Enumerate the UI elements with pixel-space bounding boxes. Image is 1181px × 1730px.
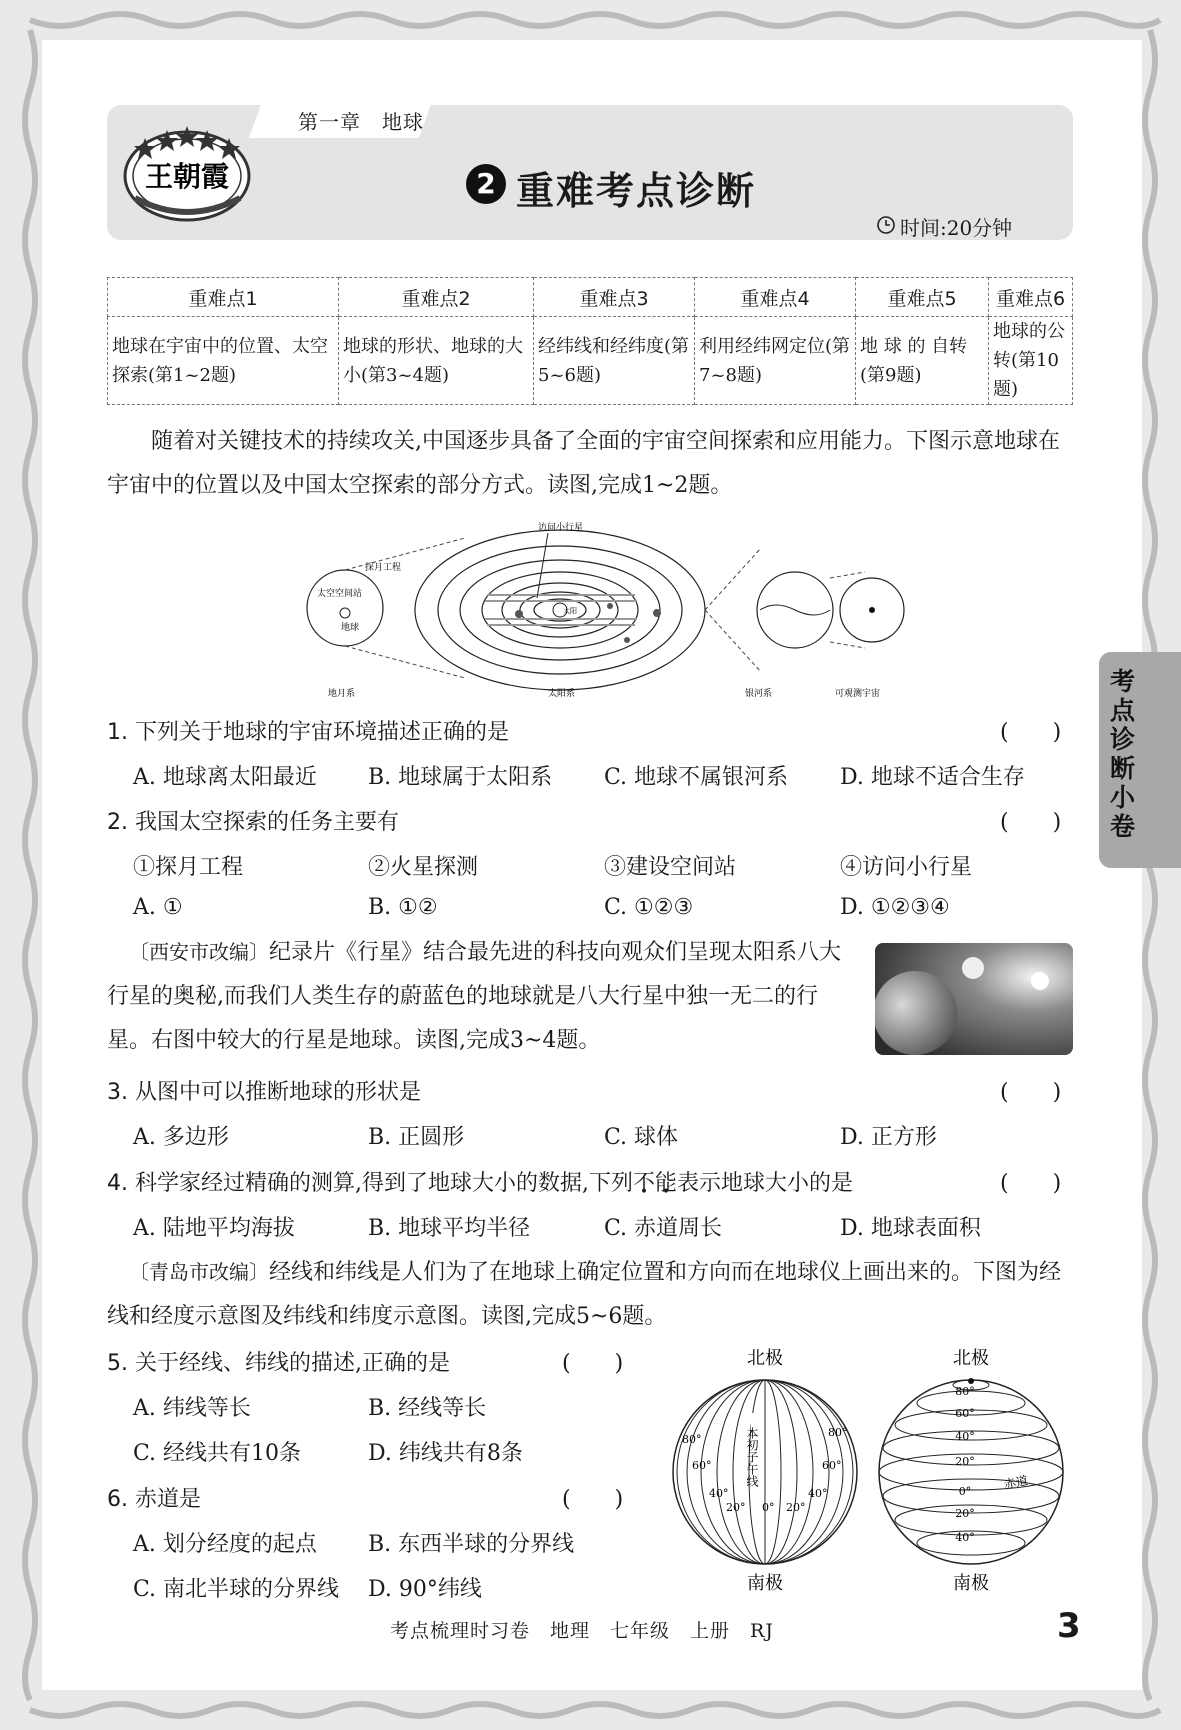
option[interactable]: B. ①② xyxy=(368,895,438,920)
svg-text:80°: 80° xyxy=(828,1426,848,1439)
clock-icon xyxy=(876,215,896,235)
svg-text:太阳: 太阳 xyxy=(563,607,577,615)
svg-text:20°: 20° xyxy=(786,1501,806,1514)
intro-paragraph-1: 随着对关键技术的持续攻关,中国逐步具备了全面的宇宙空间探索和应用能力。下图示意地球在宇宙中的位置以及中国太空探索的部分方式。读图,完成1~2题。 xyxy=(107,429,1060,498)
planet-photo xyxy=(875,943,1073,1055)
table-cell: 利用经纬网定位(第7~8题) xyxy=(695,317,856,405)
option[interactable]: A. 多边形 xyxy=(133,1125,229,1150)
svg-text:地球: 地球 xyxy=(341,623,360,633)
svg-text:北极: 北极 xyxy=(747,1348,783,1369)
option[interactable]: B. 地球平均半径 xyxy=(368,1216,531,1241)
svg-text:王朝霞: 王朝霞 xyxy=(144,160,230,193)
svg-text:80°: 80° xyxy=(682,1433,702,1446)
intro-paragraph-3: 〔青岛市改编〕经线和纬线是人们为了在地球上确定位置和方向而在地球仪上画出来的。下图为经线和经度示意图及纬线和纬度示意图。读图,完成5~6题。 xyxy=(107,1260,1062,1329)
option[interactable]: C. 经线共有10条 xyxy=(133,1441,302,1466)
svg-text:20°: 20° xyxy=(726,1501,746,1514)
option[interactable]: D. 90°纬线 xyxy=(368,1577,482,1602)
svg-text:60°: 60° xyxy=(955,1407,975,1420)
answer-bracket[interactable]: ( ) xyxy=(562,1351,624,1376)
universe-diagram xyxy=(305,518,905,700)
question-4: 4. 科学家经过精确的测算,得到了地球大小的数据,下列不能表示地球大小的是 xyxy=(107,1171,854,1196)
side-tab-label: 考点诊断小卷 xyxy=(1110,667,1136,841)
option[interactable]: B. 地球属于太阳系 xyxy=(368,765,553,790)
option[interactable]: C. ①②③ xyxy=(604,895,694,920)
section-number-badge: 2 xyxy=(466,164,506,204)
answer-bracket[interactable]: ( ) xyxy=(562,1487,624,1512)
table-header: 重难点5 xyxy=(856,278,989,317)
question-5: 5. 关于经线、纬线的描述,正确的是 xyxy=(107,1351,450,1376)
table-header: 重难点2 xyxy=(339,278,534,317)
task-item: ③建设空间站 xyxy=(604,855,737,880)
svg-text:40°: 40° xyxy=(955,1531,975,1544)
svg-text:0°: 0° xyxy=(958,1485,972,1498)
svg-text:探月工程: 探月工程 xyxy=(365,563,402,573)
time-limit: 时间:20分钟 xyxy=(900,216,1013,240)
option[interactable]: C. 南北半球的分界线 xyxy=(133,1577,340,1602)
svg-text:20°: 20° xyxy=(955,1507,975,1520)
brand-logo xyxy=(115,118,260,228)
svg-text:太空空间站: 太空空间站 xyxy=(317,589,363,599)
svg-text:太阳系: 太阳系 xyxy=(548,689,576,699)
svg-text:南极: 南极 xyxy=(953,1573,989,1594)
svg-text:本初子午线: 本初子午线 xyxy=(745,1427,759,1487)
svg-text:访问小行星: 访问小行星 xyxy=(538,523,584,533)
option[interactable]: B. 东西半球的分界线 xyxy=(368,1532,575,1557)
table-header: 重难点6 xyxy=(989,278,1073,317)
table-cell: 地球的形状、地球的大小(第3~4题) xyxy=(339,317,534,405)
table-header: 重难点3 xyxy=(534,278,695,317)
page-title: 重难考点诊断 xyxy=(516,169,757,213)
page-number: 3 xyxy=(1057,1606,1081,1646)
meridian-parallel-diagrams xyxy=(660,1345,1080,1595)
option[interactable]: D. 地球不适合生存 xyxy=(840,765,1025,790)
table-header: 重难点4 xyxy=(695,278,856,317)
option[interactable]: A. 地球离太阳最近 xyxy=(133,765,317,790)
question-6: 6. 赤道是 xyxy=(107,1487,202,1512)
svg-text:可观测宇宙: 可观测宇宙 xyxy=(835,689,881,699)
svg-text:60°: 60° xyxy=(692,1459,712,1472)
table-cell: 经纬线和经纬度(第5~6题) xyxy=(534,317,695,405)
svg-text:南极: 南极 xyxy=(747,1573,783,1594)
key-points-table xyxy=(107,277,1073,405)
option[interactable]: C. 赤道周长 xyxy=(604,1216,723,1241)
option[interactable]: D. 正方形 xyxy=(840,1125,937,1150)
svg-text:40°: 40° xyxy=(808,1487,828,1500)
option[interactable]: A. 纬线等长 xyxy=(133,1396,251,1421)
answer-bracket[interactable]: ( ) xyxy=(1000,720,1062,745)
option[interactable]: D. 地球表面积 xyxy=(840,1216,981,1241)
table-cell: 地 球 的 自转(第9题) xyxy=(856,317,989,405)
table-header: 重难点1 xyxy=(108,278,339,317)
svg-text:赤道: 赤道 xyxy=(1002,1473,1030,1492)
question-1: 1. 下列关于地球的宇宙环境描述正确的是 xyxy=(107,720,510,745)
svg-text:0°: 0° xyxy=(762,1501,775,1514)
chapter-label: 第一章 地球 xyxy=(298,110,424,134)
table-cell: 地球的公转(第10题) xyxy=(989,317,1073,405)
task-item: ②火星探测 xyxy=(368,855,479,880)
svg-text:80°: 80° xyxy=(955,1385,975,1398)
footer-book-info: 考点梳理时习卷 地理 七年级 上册 RJ xyxy=(390,1620,774,1642)
question-2: 2. 我国太空探索的任务主要有 xyxy=(107,810,400,835)
svg-text:60°: 60° xyxy=(822,1459,842,1472)
table-cell: 地球在宇宙中的位置、太空探索(第1~2题) xyxy=(108,317,339,405)
option[interactable]: D. 纬线共有8条 xyxy=(368,1441,523,1466)
option[interactable]: B. 经线等长 xyxy=(368,1396,487,1421)
task-item: ④访问小行星 xyxy=(840,855,973,880)
question-3: 3. 从图中可以推断地球的形状是 xyxy=(107,1080,422,1105)
intro-paragraph-2: 〔西安市改编〕纪录片《行星》结合最先进的科技向观众们呈现太阳系八大行星的奥秘,而我们人类生存的蔚蓝色的地球就是八大行星中独一无二的行星。右图中较大的行星是地球。读图,完成3~4题。 xyxy=(107,940,842,1053)
answer-bracket[interactable]: ( ) xyxy=(1000,1171,1062,1196)
svg-text:20°: 20° xyxy=(955,1455,975,1468)
option[interactable]: D. ①②③④ xyxy=(840,895,950,920)
option[interactable]: C. 地球不属银河系 xyxy=(604,765,789,790)
task-item: ①探月工程 xyxy=(133,855,244,880)
answer-bracket[interactable]: ( ) xyxy=(1000,810,1062,835)
option[interactable]: C. 球体 xyxy=(604,1125,679,1150)
svg-text:地月系: 地月系 xyxy=(328,689,356,699)
svg-text:40°: 40° xyxy=(955,1430,975,1443)
option[interactable]: A. ① xyxy=(133,895,183,920)
option[interactable]: A. 陆地平均海拔 xyxy=(133,1216,295,1241)
svg-text:银河系: 银河系 xyxy=(745,689,773,699)
option[interactable]: A. 划分经度的起点 xyxy=(133,1532,317,1557)
answer-bracket[interactable]: ( ) xyxy=(1000,1080,1062,1105)
svg-text:40°: 40° xyxy=(709,1487,729,1500)
option[interactable]: B. 正圆形 xyxy=(368,1125,465,1150)
svg-text:北极: 北极 xyxy=(953,1348,989,1369)
